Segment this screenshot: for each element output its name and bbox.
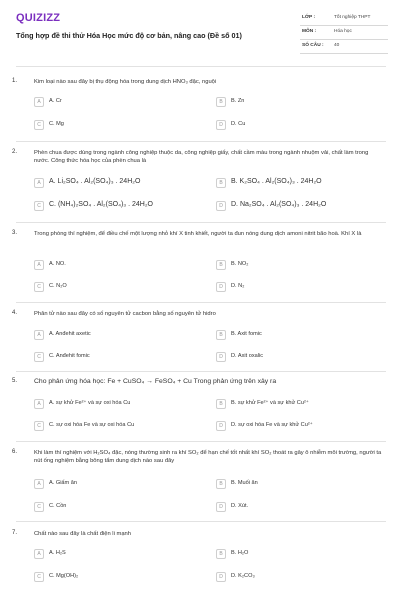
option-text: B. sự khử Fe²⁺ và sự khử Cu²⁺	[231, 400, 309, 406]
question-number: 6.	[12, 449, 18, 455]
option-text: A. Li₂SO₄ . Al₂(SO₄)₃ . 24H₂O	[49, 178, 141, 185]
option-letter: D	[216, 352, 226, 362]
option-letter: D	[216, 120, 226, 130]
option-letter: B	[216, 399, 226, 409]
option-text: D. Axit oxalic	[231, 353, 264, 359]
option-letter: B	[216, 97, 226, 107]
option-b[interactable]	[216, 399, 386, 410]
option-text: B. NO₂	[231, 261, 249, 267]
meta-table	[300, 12, 388, 54]
option-letter: C	[34, 572, 44, 582]
option-d[interactable]	[216, 421, 386, 432]
option-d[interactable]	[216, 502, 386, 513]
option-letter: C	[34, 421, 44, 431]
option-c[interactable]	[34, 352, 204, 363]
option-a[interactable]	[34, 178, 204, 189]
question-number: 7.	[12, 530, 18, 536]
option-text: A. sự khử Fe²⁺ và sự oxi hóa Cu	[49, 400, 131, 406]
option-d[interactable]	[216, 352, 386, 363]
option-letter: C	[34, 502, 44, 512]
option-b[interactable]	[216, 549, 386, 560]
option-text: B. Muối ăn	[231, 480, 258, 486]
option-c[interactable]	[34, 201, 204, 212]
option-text: D. Na₂SO₄ . Al₂(SO₄)₃ . 24H₂O	[231, 201, 327, 208]
option-text: A. H₂S	[49, 550, 66, 556]
option-a[interactable]	[34, 479, 204, 490]
option-text: D. K₂CO₃	[231, 573, 255, 579]
option-text: C. sự oxi hóa Fe và sự oxi hóa Cu	[49, 422, 135, 428]
option-letter: D	[216, 572, 226, 582]
question-number: 2.	[12, 149, 18, 155]
meta-value: 40	[334, 43, 340, 48]
option-text: C. (NH₄)₂SO₄ . Al₂(SO₄)₃ . 24H₂O	[49, 201, 153, 208]
option-letter: A	[34, 479, 44, 489]
option-text: C. N₂O	[49, 283, 67, 289]
option-text: B. K₂SO₄ . Al₂(SO₄)₃ . 24H₂O	[231, 178, 322, 185]
option-c[interactable]	[34, 572, 204, 583]
option-letter: A	[34, 549, 44, 559]
question-3	[12, 230, 388, 302]
meta-label: SỐ CÂU :	[302, 43, 324, 48]
question-text: Kim loại nào sau đây bị thụ động hóa trong dung dịch HNO₃ đặc, nguội	[34, 79, 217, 85]
option-a[interactable]	[34, 260, 204, 271]
meta-label: MÔN :	[302, 29, 317, 34]
option-text: B. H₂O	[231, 550, 249, 556]
question-number: 5.	[12, 378, 18, 384]
divider	[16, 66, 386, 67]
document-title: Tổng hợp đề thi thử Hóa Học mức độ cơ bản, nâng cao (Đề số 01)	[16, 31, 242, 40]
question-1	[12, 78, 388, 138]
option-b[interactable]	[216, 260, 386, 271]
option-text: D. Xút.	[231, 503, 249, 509]
option-b[interactable]	[216, 479, 386, 490]
question-text: Phèn chua được dùng trong ngành công nghiệp thuộc da, công nghiệp giấy, chất cầm màu trong ngành nhuộm vải, chất làm trong nước. Công thức hóa học của phèn chua là	[34, 150, 369, 164]
divider	[16, 521, 386, 522]
option-letter: B	[216, 178, 226, 188]
option-letter: C	[34, 352, 44, 362]
option-letter: C	[34, 120, 44, 130]
option-d[interactable]	[216, 282, 386, 293]
divider	[16, 141, 386, 142]
question-text: Trong phòng thí nghiệm, để điều chế một lượng nhỏ khí X tinh khiết, người ta đun nóng dung dịch amoni nitrit bão hoà. Khí X là	[34, 231, 362, 237]
option-text: C. Cồn	[49, 503, 67, 509]
option-text: A. Anđehit axetic	[49, 331, 91, 337]
option-d[interactable]	[216, 201, 386, 212]
option-letter: A	[34, 260, 44, 270]
option-text: D. Cu	[231, 121, 246, 127]
option-letter: D	[216, 421, 226, 431]
question-text: Khi làm thí nghiệm với H₂SO₄ đặc, nóng thường sinh ra khí SO₂ để hạn chế tốt nhất khí SO₂ thoát ra gây ô nhiễm môi trường, người ta nút ống nghiệm bằng bông tẩm dung dịch nào sau đây	[34, 450, 382, 464]
option-a[interactable]	[34, 399, 204, 410]
divider	[16, 302, 386, 303]
option-letter: C	[34, 282, 44, 292]
option-letter: A	[34, 97, 44, 107]
divider	[16, 222, 386, 223]
divider	[16, 371, 386, 372]
option-letter: A	[34, 330, 44, 340]
option-d[interactable]	[216, 572, 386, 583]
option-letter: D	[216, 502, 226, 512]
option-text: C. Anđehit fomic	[49, 353, 90, 359]
option-a[interactable]	[34, 549, 204, 560]
option-text: A. Giấm ăn	[49, 480, 77, 486]
question-number: 3.	[12, 230, 18, 236]
question-7	[12, 530, 388, 592]
meta-label: LỚP :	[302, 15, 316, 20]
option-b[interactable]	[216, 97, 386, 108]
document-header	[16, 12, 388, 62]
option-letter: A	[34, 399, 44, 409]
option-letter: A	[34, 178, 44, 188]
question-4	[12, 310, 388, 370]
question-6	[12, 449, 388, 521]
meta-row-count	[300, 40, 388, 54]
question-text: Cho phản ứng hóa học: Fe + CuSO₄ → FeSO₄ + Cu Trong phản ứng trên xảy ra	[34, 378, 277, 385]
option-text: A. NO.	[49, 261, 66, 267]
meta-value: Tốt nghiệp THPT	[334, 15, 371, 20]
option-c[interactable]	[34, 421, 204, 432]
option-text: C. Mg(OH)₂	[49, 573, 79, 579]
meta-value: Hóa học	[334, 29, 352, 34]
question-text: Chất nào sau đây là chất điện li mạnh	[34, 531, 131, 537]
option-b[interactable]	[216, 178, 386, 189]
option-a[interactable]	[34, 97, 204, 108]
question-number: 4.	[12, 310, 18, 316]
option-c[interactable]	[34, 120, 204, 131]
meta-row-grade	[300, 12, 388, 26]
option-letter: D	[216, 201, 226, 211]
option-letter: C	[34, 201, 44, 211]
meta-row-subject	[300, 26, 388, 40]
question-number: 1.	[12, 78, 18, 84]
option-a[interactable]	[34, 330, 204, 341]
quizizz-logo[interactable]: QUIZIZZ	[16, 12, 61, 24]
option-c[interactable]	[34, 502, 204, 513]
option-text: D. sự oxi hóa Fe và sự khử Cu²⁺	[231, 422, 313, 428]
option-c[interactable]	[34, 282, 204, 293]
question-2	[12, 149, 388, 221]
option-d[interactable]	[216, 120, 386, 131]
option-letter: B	[216, 549, 226, 559]
question-text: Phân tử nào sau đây có số nguyên tử cacbon bằng số nguyên tử hidro	[34, 311, 216, 317]
option-text: B. Zn	[231, 98, 245, 104]
option-letter: D	[216, 282, 226, 292]
option-letter: B	[216, 330, 226, 340]
option-b[interactable]	[216, 330, 386, 341]
option-letter: B	[216, 260, 226, 270]
option-letter: B	[216, 479, 226, 489]
question-5	[12, 378, 388, 440]
option-text: D. N₂	[231, 283, 245, 289]
option-text: B. Axit fomic	[231, 331, 262, 337]
option-text: C. Mg	[49, 121, 64, 127]
option-text: A. Cr	[49, 98, 62, 104]
divider	[16, 441, 386, 442]
